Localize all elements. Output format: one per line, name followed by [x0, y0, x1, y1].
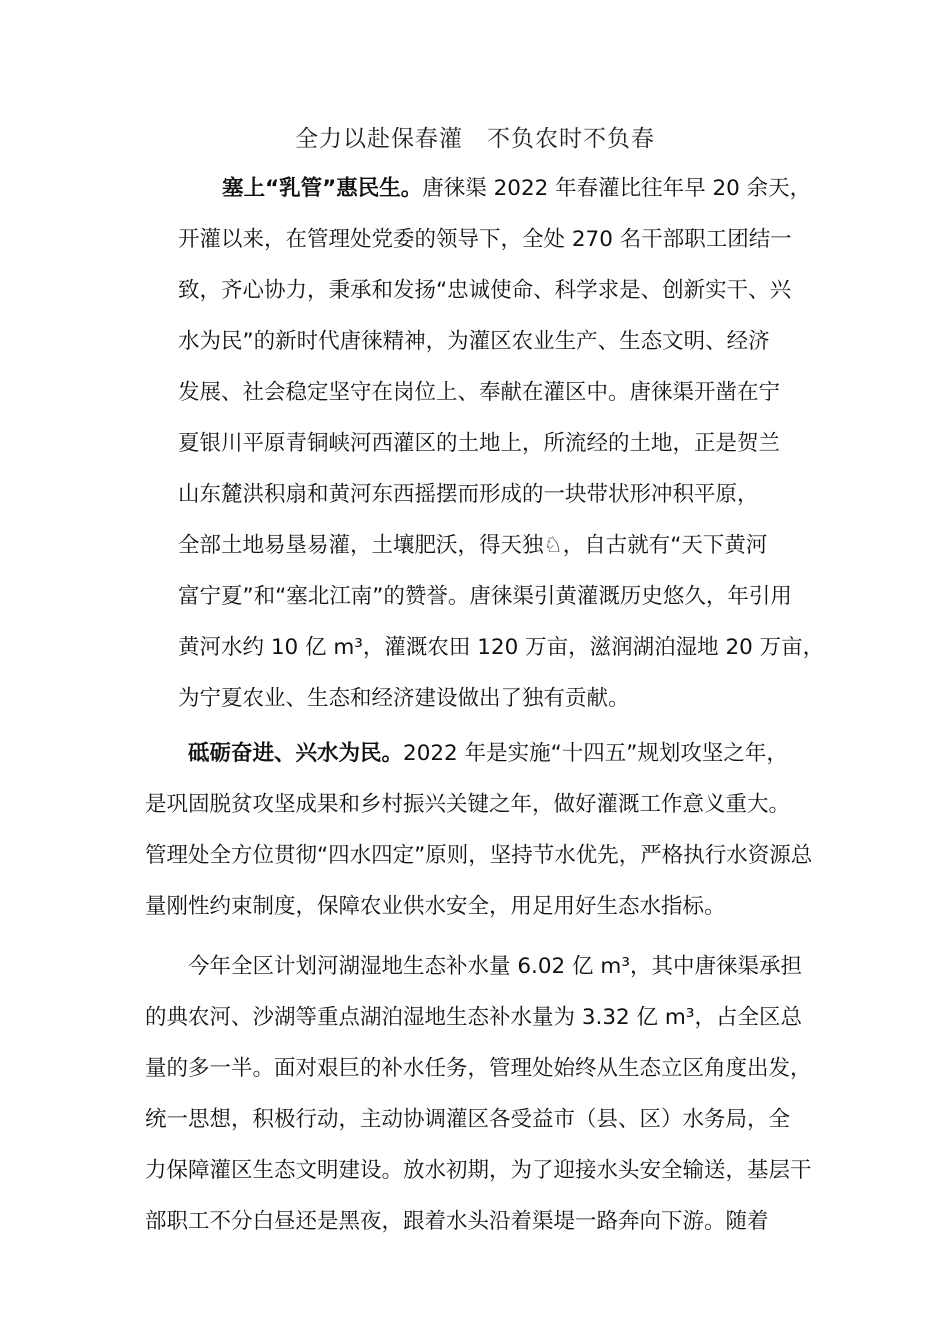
paragraph-line: 夏银川平原青铜峡河西灌区的土地上，所流经的土地，正是贺兰: [178, 431, 781, 456]
paragraph-line: [178, 163, 838, 214]
paragraph-line: 为宁夏农业、生态和经济建设做出了独有贡献。: [178, 686, 630, 711]
paragraph-line: 力保障灌区生态文明建设。放水初期，为了迎接水头安全输送，基层干: [145, 1158, 812, 1183]
paragraph-lead-heading: 砥砺奋进、兴水为民。: [188, 741, 404, 766]
paragraph-line: 今年全区计划河湖湿地生态补水量 6.02 亿 m³，其中唐徕渠承担: [188, 954, 802, 979]
paragraph-line: [145, 728, 825, 779]
paragraph-line: 管理处全方位贯彻“四水四定”原则，坚持节水优先，严格执行水资源总: [145, 843, 813, 868]
paragraph-line: 量刚性约束制度，保障农业供水安全，用足用好生态水指标。: [145, 894, 726, 919]
paragraph-line: 全部土地易垦易灌，土壤肥沃，得天独♘，自古就有“天下黄河: [178, 533, 768, 558]
paragraph-3: [145, 941, 825, 1247]
paragraph-line: 山东麓洪积扇和黄河东西摇摆而形成的一块带状形冲积平原，: [178, 482, 759, 507]
paragraph-text: 2022 年是实施“十四五”规划攻坚之年，: [403, 741, 788, 766]
paragraph-line: 发展、社会稳定坚守在岗位上、奉献在灌区中。唐徕渠开凿在宁: [178, 380, 781, 405]
paragraph-line: 黄河水约 10 亿 m³，灌溉农田 120 万亩，滋润湖泊湿地 20 万亩，: [178, 635, 825, 660]
paragraph-line: 是巩固脱贫攻坚成果和乡村振兴关键之年，做好灌溉工作意义重大。: [145, 792, 791, 817]
paragraph-line: 富宁夏”和“塞北江南”的赞誉。唐徕渠引黄灌溉历史悠久，年引用: [178, 584, 792, 609]
paragraph-line: 的典农河、沙湖等重点湖泊湿地生态补水量为 3.32 亿 m³，占全区总: [145, 1005, 802, 1030]
paragraph-lead-heading: 塞上“乳管”惠民生。: [222, 176, 423, 201]
paragraph-line: 量的多一半。面对艰巨的补水任务，管理处始终从生态立区角度出发，: [145, 1056, 812, 1081]
paragraph-line: 开灌以来，在管理处党委的领导下，全处 270 名干部职工团结一: [178, 227, 792, 252]
paragraph-1: [178, 163, 838, 724]
paragraph-line: 致，齐心协力，秉承和发扬“忠诚使命、科学求是、创新实干、兴: [178, 278, 792, 303]
paragraph-line: 统一思想，积极行动，主动协调灌区各受益市（县、区）水务局，全: [145, 1107, 791, 1132]
paragraph-text: 唐徕渠 2022 年春灌比往年早 20 余天，: [422, 176, 812, 201]
paragraph-line: 水为民”的新时代唐徕精神，为灌区农业生产、生态文明、经济: [178, 329, 770, 354]
paragraph-line: 部职工不分白昼还是黑夜，跟着水头沿着渠堤一路奔向下游。随着: [145, 1209, 769, 1234]
paragraph-2: [145, 728, 825, 932]
document-title: 全力以赴保春灌 不负农时不负春: [295, 126, 655, 152]
